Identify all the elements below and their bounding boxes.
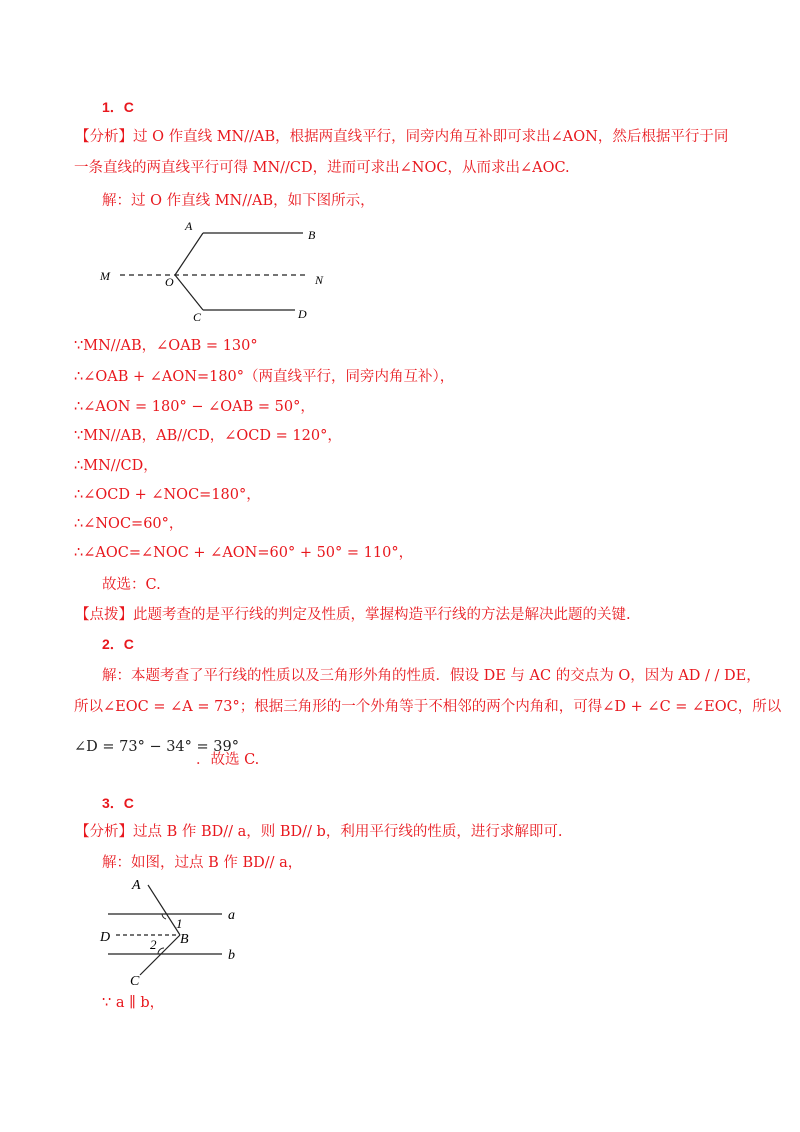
label-point-a: A: [132, 878, 141, 893]
answer-2-line-2: 所以∠EOC = ∠A = 73°；根据三角形的一个外角等于不相邻的两个内角和，可得∠D + ∠C = ∠EOC，所以: [74, 699, 782, 715]
segment-oc: [175, 275, 203, 310]
answer-1-solution-intro: 解：过 O 作直线 MN//AB，如下图所示，: [102, 193, 375, 209]
label-m: M: [100, 269, 110, 283]
angle-1-arc: [162, 914, 166, 919]
label-b: B: [308, 228, 316, 242]
label-o: O: [165, 275, 174, 289]
figure-1-parallel-lines: [95, 214, 335, 324]
answer-3-last-step: ∵ a ∥ b，: [102, 995, 165, 1011]
answer-2-line-3-tail: ．故选 C.: [196, 752, 260, 768]
answer-1-analysis: 【分析】过 O 作直线 MN//AB，根据两直线平行，同旁内角互补即可求出∠AON，然后根据平行于同: [75, 129, 729, 145]
step-2: ∴∠OAB + ∠AON=180°（两直线平行，同旁内角互补），: [74, 369, 455, 385]
answer-3-solution-intro: 解：如图，过点 B 作 BD// a，: [102, 855, 303, 871]
answer-1-analysis-cont: 一条直线的两直线平行可得 MN//CD，进而可求出∠NOC，从而求出∠AOC.: [74, 160, 570, 176]
answer-1-comment: 【点拨】此题考查的是平行线的判定及性质，掌握构造平行线的方法是解决此题的关键.: [75, 607, 631, 623]
answer-2-line-3-math: ∠D = 73° − 34° = 39°: [74, 739, 239, 755]
label-point-b: B: [180, 932, 189, 947]
label-c: C: [193, 310, 202, 324]
step-5: ∴MN//CD，: [74, 458, 158, 474]
step-4: ∵MN//AB，AB//CD，∠OCD = 120°，: [74, 428, 342, 444]
label-line-b: b: [228, 948, 235, 963]
answer-2-number: 2．C: [102, 636, 134, 652]
segment-ao: [175, 233, 203, 275]
label-point-d: D: [100, 930, 111, 945]
angle-2-arc: [158, 948, 164, 954]
segment-bc: [140, 935, 180, 975]
step-1: ∵MN//AB，∠OAB = 130°: [74, 338, 258, 354]
step-7: ∴∠NOC=60°，: [74, 516, 184, 532]
step-3: ∴∠AON = 180° − ∠OAB = 50°，: [74, 399, 315, 415]
figure-3-parallel-lines: [96, 873, 256, 993]
step-6: ∴∠OCD + ∠NOC=180°，: [74, 487, 261, 503]
label-n: N: [315, 273, 324, 287]
answer-1-choice: 故选：C.: [102, 577, 161, 593]
step-8: ∴∠AOC=∠NOC + ∠AON=60° + 50° = 110°，: [74, 545, 414, 561]
label-angle-2: 2: [150, 937, 157, 952]
label-point-c: C: [130, 974, 140, 989]
label-a: A: [185, 219, 193, 233]
answer-1-number: 1．C: [102, 99, 134, 115]
label-angle-1: 1: [176, 916, 183, 931]
label-line-a: a: [228, 908, 235, 923]
answer-2-line-1: 解：本题考查了平行线的性质以及三角形外角的性质．假设 DE 与 AC 的交点为 O，因为 AD / / DE，: [102, 668, 761, 684]
answer-3-number: 3．C: [102, 795, 134, 811]
answer-3-analysis: 【分析】过点 B 作 BD// a，则 BD// b，利用平行线的性质，进行求解即可.: [75, 824, 563, 840]
label-d: D: [298, 307, 307, 321]
